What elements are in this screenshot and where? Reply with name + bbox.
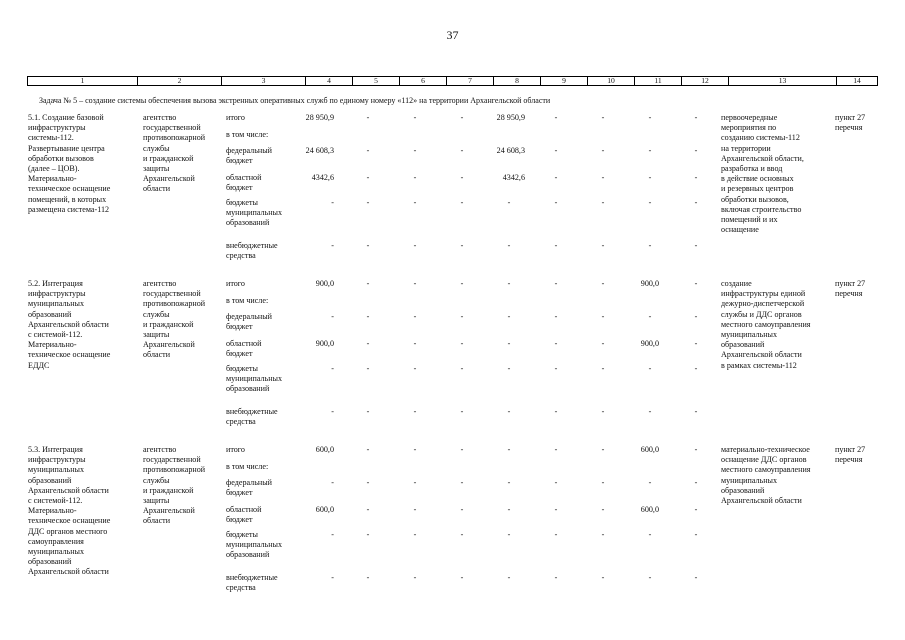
funding-source-line: в том числе: <box>226 130 269 139</box>
total-value: - <box>331 407 334 416</box>
activity-name-line: системы-112. <box>28 133 74 143</box>
empty-value: - <box>460 279 464 288</box>
expected-result-line: включая строительство <box>721 204 802 214</box>
year-value: - <box>507 407 511 416</box>
empty-value: - <box>413 113 417 122</box>
expected-result-line: помещений и их <box>721 215 778 224</box>
activity-name-line: 5.1. Создание базовой <box>28 113 104 122</box>
activity-name-line: Материально- <box>28 340 77 350</box>
empty-value: - <box>554 279 558 288</box>
column-number: 7 <box>447 77 494 86</box>
year-value: - <box>507 445 511 454</box>
task-title: Задача № 5 – создание системы обеспечения вызова экстренных оперативных служб по единому номеру «112» на территории Архангельской области <box>39 96 551 105</box>
activity-name-line: Материально- <box>28 174 77 184</box>
year-value: - <box>507 241 511 250</box>
total-value: 28 950,9 <box>305 113 334 122</box>
empty-value: - <box>694 339 698 348</box>
empty-value: - <box>460 198 464 207</box>
year-value: - <box>648 241 652 250</box>
funding-source-line: внебюджетные <box>226 407 278 416</box>
total-value: - <box>331 364 334 373</box>
empty-value: - <box>413 573 417 582</box>
empty-value: - <box>694 573 698 582</box>
expected-result-line: на территории <box>721 143 771 153</box>
year-value: 600,0 <box>640 505 659 514</box>
target-indicator-line: перечня <box>835 289 863 299</box>
empty-value: - <box>460 573 464 582</box>
empty-value: - <box>413 364 417 373</box>
column-number: 11 <box>635 77 682 86</box>
activity-name-line: помещений, в которых <box>28 194 107 204</box>
empty-value: - <box>694 505 698 514</box>
empty-value: - <box>366 241 370 250</box>
total-value: - <box>331 198 334 207</box>
activity-name-line: муниципальных <box>28 547 85 556</box>
executor-line: области <box>143 350 171 360</box>
expected-result-line: службы и ДДС органов <box>721 309 802 319</box>
year-value: 900,0 <box>640 339 659 348</box>
empty-value: - <box>460 445 464 454</box>
year-value: 28 950,9 <box>496 113 525 122</box>
expected-result-line: образований <box>721 340 765 350</box>
funding-source-line: муниципальных <box>226 540 283 550</box>
executor-line: защиты <box>143 164 170 173</box>
empty-value: - <box>413 407 417 416</box>
total-value: - <box>331 478 334 487</box>
empty-value: - <box>413 146 417 155</box>
total-value: 600,0 <box>315 445 334 454</box>
empty-value: - <box>460 530 464 539</box>
empty-value: - <box>366 364 370 373</box>
funding-source-line: итого <box>226 445 245 454</box>
funding-source-line: федеральный <box>226 312 272 321</box>
page-number: 37 <box>446 28 459 42</box>
empty-value: - <box>554 173 558 182</box>
empty-value: - <box>366 312 370 321</box>
activity-name-line: ЕДДС <box>28 360 50 370</box>
empty-value: - <box>694 445 698 454</box>
total-value: 600,0 <box>315 505 334 514</box>
empty-value: - <box>366 573 370 582</box>
empty-value: - <box>554 339 558 348</box>
funding-source-line: муниципальных <box>226 374 283 384</box>
empty-value: - <box>554 445 558 454</box>
funding-source-line: бюджеты <box>226 530 258 539</box>
activity-name-line: инфраструктуры <box>28 289 86 299</box>
funding-source-line: средства <box>226 251 256 261</box>
empty-value: - <box>601 573 605 582</box>
empty-value: - <box>460 241 464 250</box>
empty-value: - <box>694 173 698 182</box>
empty-value: - <box>413 173 417 182</box>
empty-value: - <box>460 478 464 487</box>
target-indicator-line: перечня <box>835 455 863 465</box>
empty-value: - <box>554 530 558 539</box>
expected-result-line: дежурно-диспетчерской <box>721 299 805 309</box>
funding-source-line: областной <box>226 339 262 348</box>
funding-source-line: бюджет <box>226 183 253 193</box>
empty-value: - <box>601 445 605 454</box>
funding-source-line: внебюджетные <box>226 241 278 250</box>
empty-value: - <box>694 113 698 122</box>
executor-line: противопожарной <box>143 299 206 309</box>
year-value: 900,0 <box>640 279 659 288</box>
year-value: - <box>648 407 652 416</box>
empty-value: - <box>460 505 464 514</box>
empty-value: - <box>554 364 558 373</box>
funding-source-line: образований <box>226 218 270 228</box>
funding-source-line: в том числе: <box>226 462 269 471</box>
empty-value: - <box>554 146 558 155</box>
year-value: - <box>507 478 511 487</box>
year-value: 4342,6 <box>502 173 525 182</box>
executor-line: государственной <box>143 289 201 299</box>
total-value: 900,0 <box>315 279 334 288</box>
empty-value: - <box>694 478 698 487</box>
column-number: 1 <box>28 77 138 86</box>
activity-name-line: инфраструктуры <box>28 455 86 465</box>
empty-value: - <box>413 339 417 348</box>
funding-source-line: итого <box>226 279 245 288</box>
year-value: - <box>507 198 511 207</box>
activity-name-line: техническое оснащение <box>28 350 111 360</box>
executor-line: Архангельской <box>143 506 195 516</box>
column-number: 3 <box>222 77 306 86</box>
funding-source-line: средства <box>226 583 256 593</box>
year-value: - <box>648 173 652 182</box>
expected-result-line: материально-техническое <box>721 445 810 454</box>
empty-value: - <box>554 113 558 122</box>
empty-value: - <box>413 312 417 321</box>
executor-line: Архангельской <box>143 174 195 184</box>
expected-result-line: создание <box>721 279 752 288</box>
empty-value: - <box>413 279 417 288</box>
total-value: - <box>331 241 334 250</box>
activity-name-line: инфраструктуры <box>28 123 86 133</box>
empty-value: - <box>694 364 698 373</box>
year-value: - <box>507 505 511 514</box>
executor-line: и гражданской <box>143 319 194 329</box>
funding-source-line: федеральный <box>226 478 272 487</box>
expected-result-line: оснащение <box>721 225 759 235</box>
year-value: 24 608,3 <box>496 146 525 155</box>
funding-source-line: внебюджетные <box>226 573 278 582</box>
expected-result-line: обработки вызовов, <box>721 194 789 204</box>
year-value: - <box>648 478 652 487</box>
expected-result-line: в действие основных <box>721 174 794 184</box>
empty-value: - <box>601 146 605 155</box>
expected-result-line: первоочередные <box>721 113 778 122</box>
executor-line: агентство <box>143 279 177 288</box>
activity-name-line: образований <box>28 557 72 567</box>
expected-result-line: и резервных центров <box>721 184 794 194</box>
empty-value: - <box>460 407 464 416</box>
year-value: - <box>648 530 652 539</box>
empty-value: - <box>413 478 417 487</box>
empty-value: - <box>366 279 370 288</box>
column-number: 10 <box>588 77 635 86</box>
empty-value: - <box>694 407 698 416</box>
activity-name-line: обработки вызовов <box>28 153 94 163</box>
year-value: - <box>648 146 652 155</box>
activity-name-line: образований <box>28 475 72 485</box>
empty-value: - <box>601 478 605 487</box>
activity-name-line: с системой-112. <box>28 330 83 339</box>
executor-line: агентство <box>143 113 177 122</box>
target-indicator-line: пункт 27 <box>835 445 866 454</box>
funding-source-line: итого <box>226 113 245 122</box>
column-number: 13 <box>729 77 837 86</box>
empty-value: - <box>601 407 605 416</box>
activity-name-line: (далее – ЦОВ). <box>28 164 80 173</box>
activity-name-line: техническое оснащение <box>28 184 111 194</box>
activity-name-line: ДДС органов местного <box>28 526 108 536</box>
activity-name-line: Архангельской области <box>28 567 109 577</box>
column-header-row <box>27 76 878 86</box>
funding-source-line: бюджет <box>226 349 253 359</box>
funding-source-line: бюджет <box>226 515 253 525</box>
target-indicator-line: перечня <box>835 123 863 133</box>
empty-value: - <box>694 241 698 250</box>
year-value: - <box>648 312 652 321</box>
total-value: 24 608,3 <box>305 146 334 155</box>
executor-line: службы <box>143 143 170 153</box>
column-number: 6 <box>400 77 447 86</box>
executor-line: области <box>143 516 171 526</box>
empty-value: - <box>413 530 417 539</box>
year-value: - <box>507 279 511 288</box>
expected-result-line: Архангельской области <box>721 350 802 360</box>
empty-value: - <box>366 445 370 454</box>
year-value: - <box>507 364 511 373</box>
expected-result-line: в рамках системы-112 <box>721 360 797 370</box>
executor-line: противопожарной <box>143 465 206 475</box>
empty-value: - <box>694 198 698 207</box>
activity-name-line: 5.2. Интеграция <box>28 279 83 288</box>
funding-source-line: в том числе: <box>226 296 269 305</box>
empty-value: - <box>554 505 558 514</box>
funding-source-line: муниципальных <box>226 208 283 218</box>
executor-line: области <box>143 184 171 194</box>
year-value: - <box>648 573 652 582</box>
funding-source-line: бюджеты <box>226 198 258 207</box>
activity-name-line: муниципальных <box>28 465 85 475</box>
year-value: - <box>507 573 511 582</box>
empty-value: - <box>366 339 370 348</box>
expected-result-line: муниципальных <box>721 330 778 339</box>
empty-value: - <box>366 530 370 539</box>
empty-value: - <box>460 113 464 122</box>
empty-value: - <box>601 241 605 250</box>
total-value: - <box>331 312 334 321</box>
empty-value: - <box>601 279 605 288</box>
funding-source-line: федеральный <box>226 146 272 155</box>
empty-value: - <box>601 364 605 373</box>
activity-name-line: техническое оснащение <box>28 516 111 526</box>
empty-value: - <box>413 445 417 454</box>
empty-value: - <box>601 530 605 539</box>
year-value: - <box>507 339 511 348</box>
empty-value: - <box>554 198 558 207</box>
empty-value: - <box>554 241 558 250</box>
empty-value: - <box>366 407 370 416</box>
empty-value: - <box>366 146 370 155</box>
executor-line: Архангельской <box>143 340 195 350</box>
total-value: 4342,6 <box>311 173 334 182</box>
empty-value: - <box>366 173 370 182</box>
funding-source-line: образований <box>226 384 270 394</box>
activity-name-line: Материально- <box>28 506 77 516</box>
year-value: - <box>507 312 511 321</box>
year-value: - <box>507 530 511 539</box>
empty-value: - <box>460 146 464 155</box>
empty-value: - <box>601 339 605 348</box>
empty-value: - <box>460 364 464 373</box>
executor-line: защиты <box>143 330 170 339</box>
funding-source-line: областной <box>226 173 262 182</box>
column-number: 5 <box>353 77 400 86</box>
funding-source-line: бюджет <box>226 322 253 332</box>
activity-name-line: Архангельской области <box>28 319 109 329</box>
empty-value: - <box>413 241 417 250</box>
empty-value: - <box>601 198 605 207</box>
column-number: 8 <box>494 77 541 86</box>
executor-line: противопожарной <box>143 133 206 143</box>
empty-value: - <box>366 198 370 207</box>
activity-name-line: с системой-112. <box>28 496 83 505</box>
total-value: - <box>331 530 334 539</box>
empty-value: - <box>554 312 558 321</box>
executor-line: государственной <box>143 455 201 465</box>
executor-line: государственной <box>143 123 201 133</box>
executor-line: агентство <box>143 445 177 454</box>
column-number: 12 <box>682 77 729 86</box>
activity-name-line: Архангельской области <box>28 485 109 495</box>
funding-source-line: бюджет <box>226 156 253 166</box>
empty-value: - <box>694 312 698 321</box>
expected-result-line: муниципальных <box>721 475 778 485</box>
executor-line: службы <box>143 475 170 485</box>
target-indicator-line: пункт 27 <box>835 113 866 122</box>
column-number: 4 <box>306 77 353 86</box>
expected-result-line: мероприятия по <box>721 123 777 133</box>
empty-value: - <box>601 505 605 514</box>
funding-source-line: бюджет <box>226 488 253 498</box>
empty-value: - <box>366 113 370 122</box>
expected-result-line: оснащение ДДС органов <box>721 455 807 465</box>
activity-name-line: Развертывание центра <box>28 143 105 153</box>
funding-source-line: бюджеты <box>226 364 258 373</box>
empty-value: - <box>601 312 605 321</box>
executor-line: и гражданской <box>143 153 194 163</box>
funding-source-line: образований <box>226 550 270 560</box>
empty-value: - <box>366 478 370 487</box>
executor-line: и гражданской <box>143 485 194 495</box>
target-indicator-line: пункт 27 <box>835 279 866 288</box>
empty-value: - <box>460 312 464 321</box>
expected-result-line: местного самоуправления <box>721 319 811 329</box>
empty-value: - <box>694 530 698 539</box>
executor-line: службы <box>143 309 170 319</box>
activity-name-line: 5.3. Интеграция <box>28 445 83 454</box>
year-value: - <box>648 198 652 207</box>
year-value: - <box>648 113 652 122</box>
year-value: 600,0 <box>640 445 659 454</box>
empty-value: - <box>413 198 417 207</box>
activity-name-line: муниципальных <box>28 299 85 309</box>
executor-line: защиты <box>143 496 170 505</box>
expected-result-line: разработка и ввод <box>721 164 783 173</box>
column-number: 2 <box>138 77 222 86</box>
expected-result-line: Архангельской области, <box>721 153 804 163</box>
total-value: - <box>331 573 334 582</box>
activity-name-line: образований <box>28 309 72 319</box>
column-number: 14 <box>837 77 878 86</box>
empty-value: - <box>694 279 698 288</box>
empty-value: - <box>554 573 558 582</box>
activity-name-line: самоуправления <box>28 536 84 546</box>
empty-value: - <box>694 146 698 155</box>
empty-value: - <box>601 173 605 182</box>
empty-value: - <box>460 339 464 348</box>
funding-source-line: средства <box>226 417 256 427</box>
year-value: - <box>648 364 652 373</box>
empty-value: - <box>554 407 558 416</box>
expected-result-line: Архангельской области <box>721 496 802 505</box>
column-number: 9 <box>541 77 588 86</box>
activity-name-line: размещена система-112 <box>28 204 110 214</box>
funding-source-line: областной <box>226 505 262 514</box>
empty-value: - <box>413 505 417 514</box>
expected-result-line: образований <box>721 485 765 495</box>
expected-result-line: созданию системы-112 <box>721 133 800 143</box>
empty-value: - <box>366 505 370 514</box>
total-value: 900,0 <box>315 339 334 348</box>
expected-result-line: местного самоуправления <box>721 465 811 475</box>
expected-result-line: инфраструктуры единой <box>721 289 806 299</box>
empty-value: - <box>554 478 558 487</box>
empty-value: - <box>601 113 605 122</box>
empty-value: - <box>460 173 464 182</box>
